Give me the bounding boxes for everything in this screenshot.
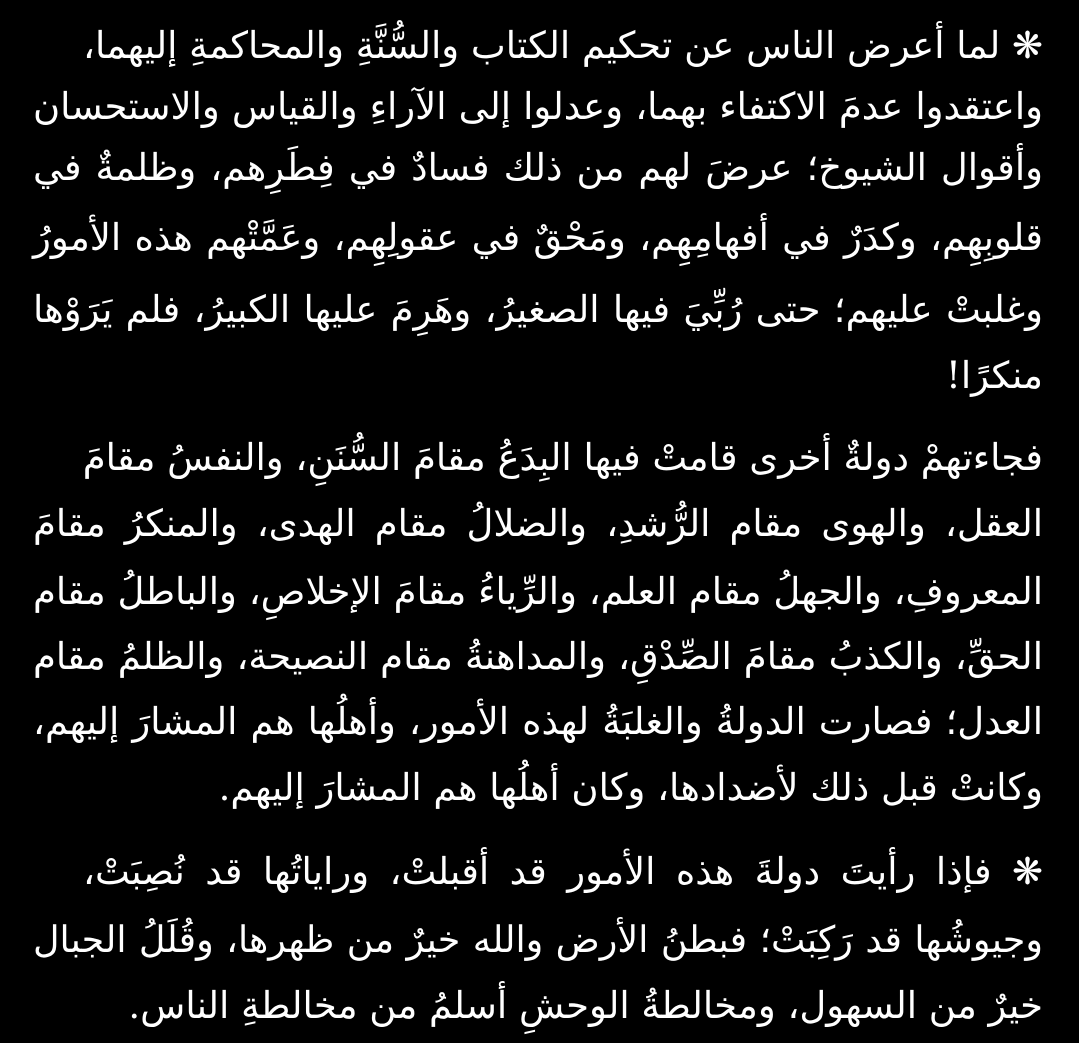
paragraph-3-line-3: خيرٌ من السهول، ومخالطةُ الوحشِ أسلمُ من مخالطةِ الناس. (128, 984, 1043, 1027)
paragraph-2-line-1: فجاءتهمْ دولةٌ أخرى قامتْ فيها البِدَعُ مقامَ السُّنَنِ، والنفسُ مقامَ (82, 436, 1043, 479)
paragraph-1-line-6: منكرًا! (946, 354, 1043, 397)
paragraph-1-line-1: ❋ لما أعرض الناس عن تحكيم الكتاب والسُّنَّةِ والمحاكمةِ إليهما، (83, 24, 1043, 67)
paragraph-3-line-1: ❋ فإذا رأيتَ دولةَ هذه الأمور قد أقبلتْ، وراياتُها قد نُصِبَتْ، (83, 850, 1043, 893)
paragraph-1-line-2: واعتقدوا عدمَ الاكتفاء بهما، وعدلوا إلى الآراءِ والقياس والاستحسان (33, 85, 1043, 128)
paragraph-3-line-2: وجيوشُها قد رَكِبَتْ؛ فبطنُ الأرض والله خيرٌ من ظهرها، وقُلَلُ الجبال (33, 918, 1043, 961)
paragraph-2-line-4: الحقِّ، والكذبُ مقامَ الصِّدْقِ، والمداهنةُ مقام النصيحة، والظلمُ مقام (33, 635, 1043, 678)
paragraph-1-line-4: قلوبِهِم، وكدَرٌ في أفهامِهِم، ومَحْقٌ في عقولِهِم، وعَمَّتْهم هذه الأمورُ (33, 216, 1043, 259)
paragraph-1-line-3: وأقوال الشيوخ؛ عرضَ لهم من ذلك فسادٌ في فِطَرِهم، وظلمةٌ في (33, 146, 1043, 189)
paragraph-2-line-5: العدل؛ فصارت الدولةُ والغلبَةُ لهذه الأمور، وأهلُها هم المشارَ إليهم، (33, 700, 1043, 743)
paragraph-2-line-3: المعروفِ، والجهلُ مقام العلم، والرِّياءُ مقامَ الإخلاصِ، والباطلُ مقام (33, 570, 1043, 613)
paragraph-2-line-6: وكانتْ قبل ذلك لأضدادها، وكان أهلُها هم المشارَ إليهم. (218, 766, 1043, 809)
paragraph-2-line-2: العقل، والهوى مقام الرُّشدِ، والضلالُ مقام الهدى، والمنكرُ مقامَ (33, 502, 1043, 545)
paragraph-1-line-5: وغلبتْ عليهم؛ حتى رُبِّيَ فيها الصغيرُ، وهَرِمَ عليها الكبيرُ، فلم يَرَوْها (33, 288, 1043, 331)
